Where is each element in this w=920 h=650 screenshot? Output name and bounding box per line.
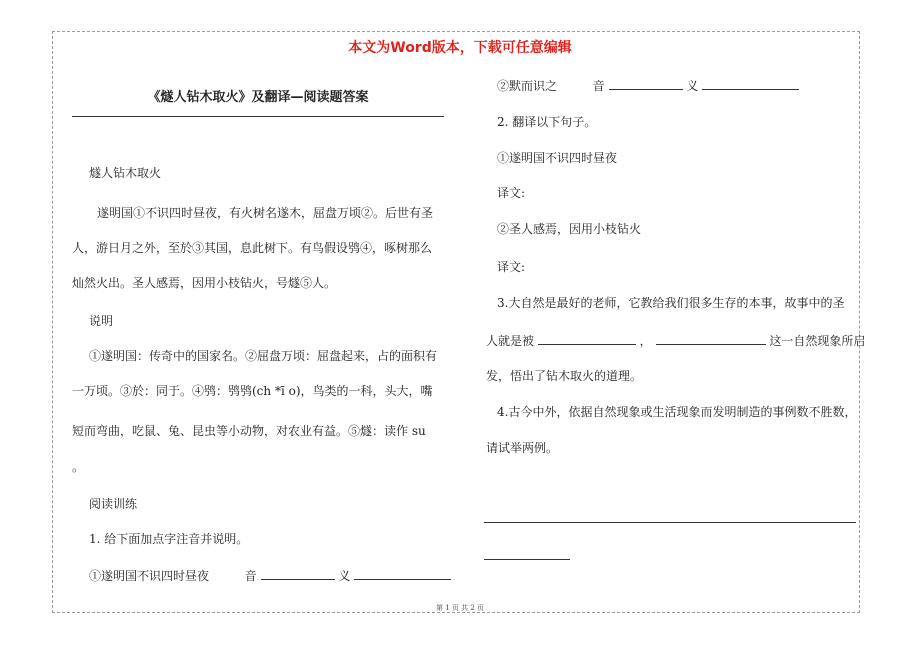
q1-item2-text: ②默而识之 [497, 79, 558, 93]
question-2-item-1: ①遂明国不识四时昼夜 [497, 151, 618, 165]
notes-line-2: 一万顷。③於：同于。④鸮：鸮鸮(ch *ī o)，鸟类的一科，头大，嘴 [72, 384, 433, 398]
page-number-footer: 第 1 页 共 2 页 [435, 604, 485, 612]
question-3-line-3: 发，悟出了钻木取火的道理。 [486, 369, 643, 383]
q3-end: 这一自然现象所启 [769, 334, 866, 348]
question-1: 1. 给下面加点字注音并说明。 [89, 532, 249, 546]
document-title: 《燧人钻木取火》及翻译—阅读题答案 [147, 90, 369, 105]
page-border [52, 31, 860, 613]
question-1-item-1 [89, 567, 451, 583]
question-3-line-2 [486, 332, 865, 348]
exercise-heading: 阅读训练 [89, 497, 138, 511]
answer-line-1[interactable] [484, 522, 856, 523]
question-4-line-2: 请试举两例。 [486, 441, 559, 455]
sound-label: 音 [244, 569, 257, 583]
q3-start: 人就是被 [486, 334, 535, 348]
notes-line-1: ①遂明国：传奇中的国家名。②屈盘万顷：屈盘起来，占的面积有 [89, 349, 438, 363]
sound-blank[interactable] [261, 567, 335, 580]
q3-comma: ， [639, 334, 652, 348]
meaning-blank[interactable] [354, 567, 451, 580]
translation-label-1: 译文: [497, 186, 526, 200]
question-2-item-2: ②圣人感焉，因用小枝钻火 [497, 222, 642, 236]
passage-line-1: 遂明国①不识四时昼夜，有火树名遂木，屈盘万顷②。后世有圣 [97, 206, 434, 220]
q1-item1-text: ①遂明国不识四时昼夜 [89, 569, 210, 583]
answer-line-2[interactable] [484, 559, 570, 560]
question-2: 2. 翻译以下句子。 [497, 115, 597, 129]
meaning-label-2: 义 [686, 79, 699, 93]
meaning-label: 义 [338, 569, 351, 583]
notes-line-4: 。 [72, 460, 85, 474]
notes-heading: 说明 [89, 314, 114, 328]
sound-blank-2[interactable] [609, 77, 683, 90]
question-3-line-1: 3.大自然是最好的老师，它教给我们很多生存的本事，故事中的圣 [497, 296, 845, 310]
question-4-line-1: 4.古今中外，依据自然现象或生活现象而发明制造的事例数不胜数， [497, 405, 857, 419]
download-banner[interactable]: 本文为Word版本，下载可任意编辑 [348, 40, 572, 56]
translation-label-2: 译文: [497, 260, 526, 274]
q3-blank-1[interactable] [538, 332, 636, 345]
question-1-item-2 [497, 77, 799, 93]
meaning-blank-2[interactable] [702, 77, 799, 90]
q3-blank-2[interactable] [656, 332, 766, 345]
sound-label-2: 音 [592, 79, 605, 93]
story-subtitle: 燧人钻木取火 [89, 166, 162, 180]
title-underline [72, 116, 444, 117]
notes-line-3: 短而弯曲，吃鼠、兔、昆虫等小动物，对农业有益。⑤燧：读作 su [72, 424, 426, 438]
passage-line-3: 灿然火出。圣人感焉，因用小枝钻火，号燧⑤人。 [72, 276, 337, 290]
passage-line-2: 人，游日月之外，至於③其国，息此树下。有鸟假设鸮④，啄树那么 [72, 241, 433, 255]
